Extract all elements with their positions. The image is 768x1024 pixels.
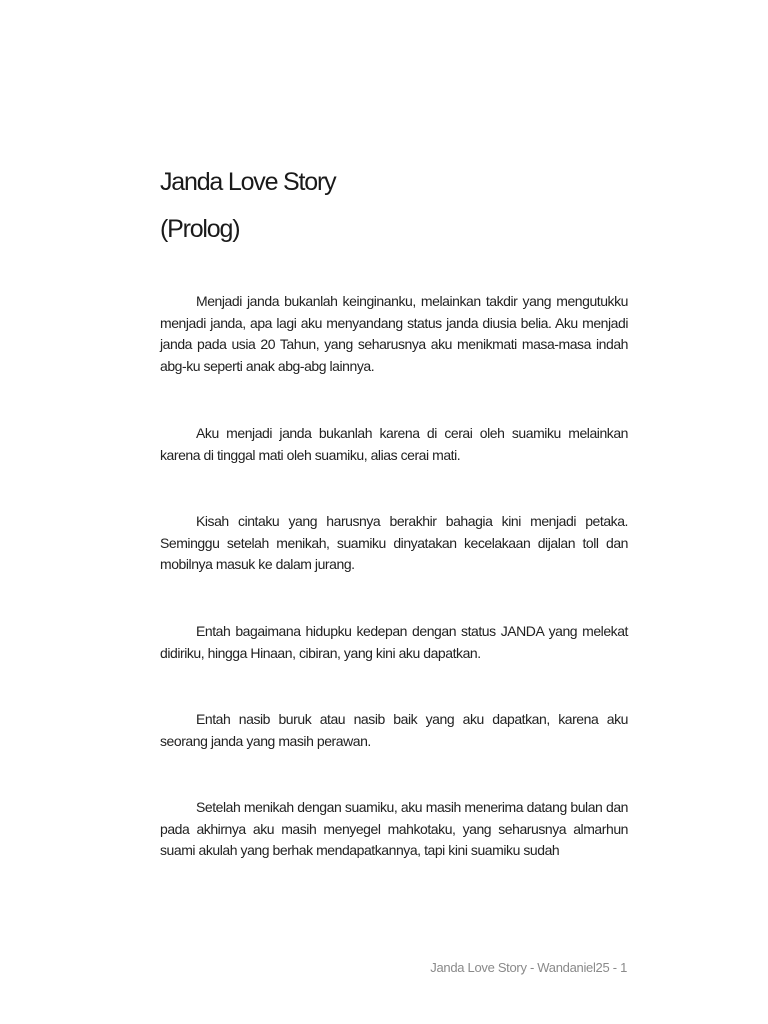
paragraph-5: Entah nasib buruk atau nasib baik yang aku dapatkan, karena aku seorang janda yang masih perawan. xyxy=(160,711,628,749)
chapter-title: (Prolog) xyxy=(160,215,240,243)
paragraph-2: Aku menjadi janda bukanlah karena di cerai oleh suamiku melainkan karena di tinggal mati oleh suamiku, alias cerai mati. xyxy=(160,425,628,463)
paragraph-4: Entah bagaimana hidupku kedepan dengan status JANDA yang melekat didiriku, hingga Hinaan, cibiran, yang kini aku dapatkan. xyxy=(160,623,628,661)
paragraph-1: Menjadi janda bukanlah keinginanku, melainkan takdir yang mengutukku menjadi janda, apa lagi aku menyandang status janda diusia belia. Aku menjadi janda pada usia 20 Tahun, yang seharusnya aku menikmati masa-masa indah abg-ku seperti anak abg-abg lainnya. xyxy=(160,293,628,374)
paragraph-3: Kisah cintaku yang harusnya berakhir bahagia kini menjadi petaka. Seminggu setelah menikah, suamiku dinyatakan kecelakaan dijalan toll dan mobilnya masuk ke dalam jurang. xyxy=(160,513,628,572)
document-title: Janda Love Story xyxy=(160,168,336,196)
page-footer: Janda Love Story - Wandaniel25 - 1 xyxy=(430,960,627,975)
paragraph-6: Setelah menikah dengan suamiku, aku masih menerima datang bulan dan pada akhirnya aku masih menyegel mahkotaku, yang seharusnya almarhun suami akulah yang berhak mendapatkannya, tapi kini suamiku sudah xyxy=(160,799,628,858)
